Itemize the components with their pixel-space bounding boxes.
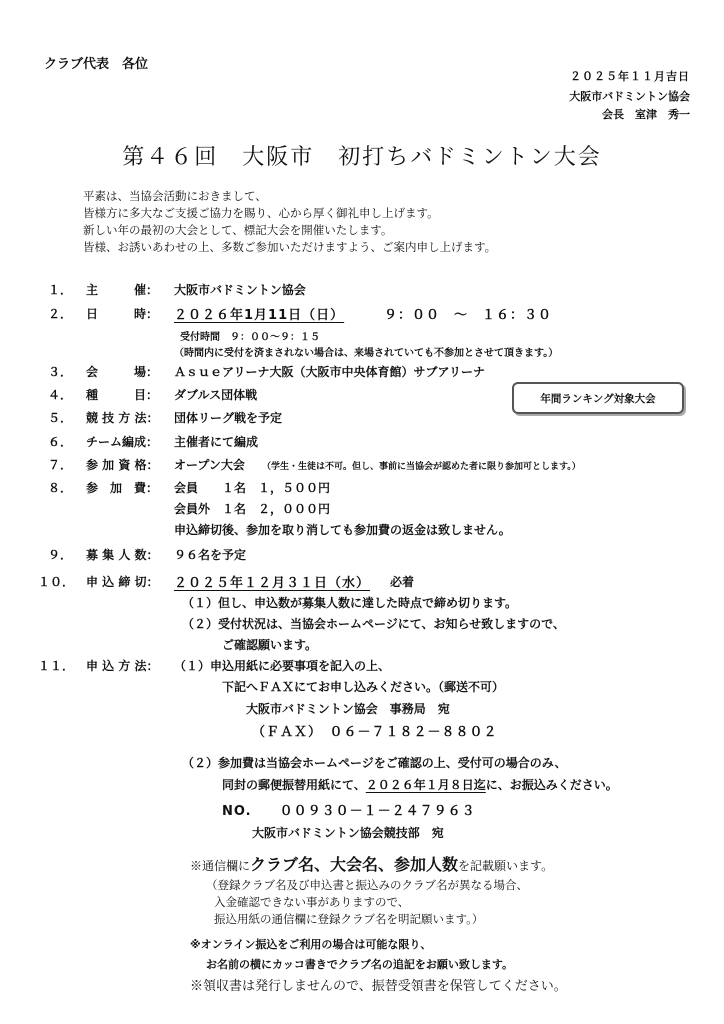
intro-line-2: 皆様方に多大なご支援ご協力を賜り、心から厚く御礼申し上げます。	[83, 206, 439, 220]
item-number: ５．	[48, 411, 73, 425]
eligibility-note: （学生・生徒は不可。但し、事前に当協会が認めた者に限り参加可とします。）	[262, 462, 581, 472]
method-step-2b-post: に、お振込みください。	[485, 778, 618, 792]
issuer-organization: 大阪市バドミントン協会	[569, 90, 690, 103]
event-time: ９：００ ～ １６：３０	[384, 308, 553, 323]
note-1-pre: ※通信欄に	[190, 859, 251, 873]
deadline-date: ２０２５年１２月３１日（水）	[174, 576, 371, 591]
account-number: NO. ００９３０－１－２４７９６３	[222, 804, 476, 819]
fee-refund-note: 申込締切後、参加を取り消しても参加費の返金は致しません。	[174, 523, 511, 537]
item-key-venue: 会 場：	[86, 365, 159, 379]
method-step-2: （２）参加費は当協会ホームページをご確認の上、受付可の場合のみ、	[182, 756, 567, 770]
item-number: ４．	[48, 388, 73, 402]
item-key-fee: 参 加 費：	[86, 481, 159, 495]
item-number: １０．	[38, 575, 75, 589]
item-key-datetime: 日 時：	[86, 307, 159, 321]
note-1-emphasis: クラブ名、大会名、参加人数	[250, 855, 459, 874]
item-number: ３．	[48, 365, 73, 379]
item-number: ２．	[48, 307, 73, 321]
item-number: ９．	[48, 548, 73, 562]
deadline-note-2b: ご確認願います。	[222, 638, 318, 652]
note-line-4: 振込用紙の通信欄に登録クラブ名を明記願います。）	[214, 912, 484, 926]
note-line-2: （登録クラブ名及び申込書と振込みのクラブ名が異なる場合、	[206, 878, 528, 892]
note-receipt: ※領収書は発行しませんので、振替受領書を保管してください。	[190, 979, 567, 994]
ranking-badge: 年間ランキング対象大会	[512, 382, 684, 414]
note-online-2: お名前の横にカッコ書きでクラブ名の追記をお願い致します。	[206, 958, 514, 971]
fee-member: 会員 １名 １，５００円	[174, 481, 331, 495]
method-step-2b-pre: 同封の郵便振替用紙にて、	[222, 778, 366, 792]
intro-line-4: 皆様、お誘いあわせの上、多数ご参加いただけますよう、ご案内申し上げます。	[83, 240, 497, 254]
event-date: ２０２６年1月11日（日）	[174, 308, 345, 323]
office-address: 大阪市バドミントン協会 事務局 宛	[246, 702, 450, 716]
item-key-event: 種 目：	[86, 388, 159, 402]
issuer-president: 会長 室津 秀一	[602, 108, 690, 121]
intro-line-1: 平素は、当協会活動におきまして、	[83, 189, 267, 203]
method-step-1: （１）申込用紙に必要事項を記入の上、	[174, 659, 391, 673]
eligibility-value: オープン大会	[174, 458, 245, 472]
method-step-2b	[222, 776, 618, 793]
item-key-eligibility: 参 加 資 格：	[86, 458, 159, 472]
note-1-post: を記載願います。	[458, 859, 554, 873]
intro-line-3: 新しい年の最初の大会として、標記大会を開催いたします。	[83, 223, 393, 237]
note-online-1: ※オンライン振込をご利用の場合は可能な限り、	[190, 938, 432, 951]
deadline-note-2: （２）受付状況は、当協会ホームページにて、お知らせ致しますので、	[182, 617, 565, 631]
page-title: 第４６回 大阪市 初打ちバドミントン大会	[122, 145, 602, 170]
fax-number: （ＦＡＸ） ０６－７１８２－８８０２	[252, 725, 498, 740]
item-key-capacity: 募 集 人 数：	[86, 548, 159, 562]
issue-date: ２０２５年１１月吉日	[570, 70, 690, 83]
account-recipient: 大阪市バドミントン協会競技部 宛	[252, 826, 444, 840]
addressee: クラブ代表 各位	[44, 57, 149, 72]
reception-note: （時間内に受付を済まされない場合は、来場されていても不参加とさせて頂きます。）	[174, 348, 559, 359]
item-key-team: チーム編成：	[86, 435, 159, 449]
format-value: 団体リーグ戦を予定	[174, 411, 283, 425]
note-line-3: 入金確認できない事がありますので、	[214, 895, 410, 909]
event-type-value: ダブルス団体戦	[174, 388, 258, 402]
deadline-must: 必着	[390, 575, 415, 589]
item-number: １１．	[38, 659, 75, 673]
fee-nonmember: 会員外 １名 ２，０００円	[174, 502, 331, 516]
note-remittance-field	[190, 852, 553, 875]
team-value: 主催者にて編成	[174, 435, 259, 449]
organizer-value: 大阪市バドミントン協会	[174, 283, 306, 297]
item-key-method: 申 込 方 法：	[86, 659, 159, 673]
capacity-value: ９６名を予定	[174, 548, 247, 562]
item-number: ８．	[48, 481, 73, 495]
item-key-deadline: 申 込 締 切：	[86, 575, 159, 589]
reception-time: 受付時間 ９：００～９：１５	[180, 332, 320, 343]
payment-deadline: ２０２６年１月８日迄	[365, 778, 486, 792]
method-step-1b: 下記へＦＡＸにてお申し込みください。（郵送不可）	[222, 680, 505, 694]
deadline-note-1: （１）但し、申込数が募集人数に達した時点で締め切ります。	[182, 596, 518, 610]
item-number: ６．	[48, 435, 73, 449]
item-key-format: 競 技 方 法：	[86, 411, 159, 425]
item-number: ７．	[48, 458, 73, 472]
item-number: １．	[48, 283, 73, 297]
item-key-organizer: 主 催：	[86, 283, 159, 297]
venue-value: Ａｓｕｅアリーナ大阪（大阪市中央体育館）サブアリーナ	[174, 365, 486, 379]
